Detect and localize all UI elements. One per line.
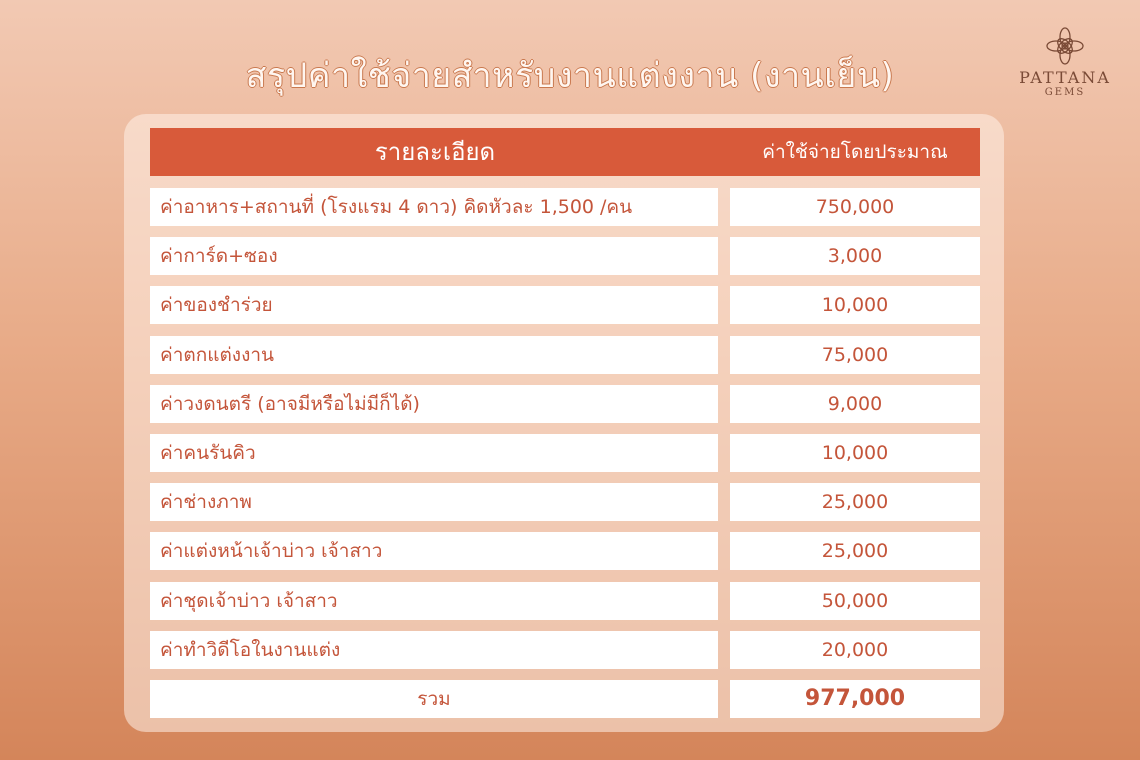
total-value: 977,000 bbox=[730, 680, 980, 718]
table-row bbox=[150, 336, 980, 374]
header-detail: รายละเอียด bbox=[374, 138, 496, 166]
table-row bbox=[150, 434, 980, 472]
table-row bbox=[150, 483, 980, 521]
row-cost: 10,000 bbox=[730, 286, 980, 324]
flower-logo-icon bbox=[1045, 26, 1085, 66]
row-item: ค่าแต่งหน้าเจ้าบ่าว เจ้าสาว bbox=[150, 532, 718, 570]
row-item: ค่าของชำร่วย bbox=[150, 286, 718, 324]
row-cost: 20,000 bbox=[730, 631, 980, 669]
row-item: ค่าอาหาร+สถานที่ (โรงแรม 4 ดาว) คิดหัวละ 1,500 /คน bbox=[150, 188, 718, 226]
row-item: ค่าตกแต่งงาน bbox=[150, 336, 718, 374]
brand-logo bbox=[1010, 26, 1120, 98]
row-item: ค่าการ์ด+ซอง bbox=[150, 237, 718, 275]
row-cost: 25,000 bbox=[730, 532, 980, 570]
total-label: รวม bbox=[150, 680, 718, 718]
row-cost: 9,000 bbox=[730, 385, 980, 423]
table-row bbox=[150, 385, 980, 423]
table-row bbox=[150, 286, 980, 324]
logo-brand-subtitle: GEMS bbox=[1044, 87, 1086, 98]
row-cost: 10,000 bbox=[730, 434, 980, 472]
table-row bbox=[150, 582, 980, 620]
row-cost: 25,000 bbox=[730, 483, 980, 521]
table-row bbox=[150, 237, 980, 275]
row-cost: 75,000 bbox=[730, 336, 980, 374]
table-header bbox=[150, 128, 980, 176]
row-cost: 50,000 bbox=[730, 582, 980, 620]
table-row bbox=[150, 188, 980, 226]
row-cost: 3,000 bbox=[730, 237, 980, 275]
row-item: ค่าช่างภาพ bbox=[150, 483, 718, 521]
logo-brand-name: PATTANA bbox=[1019, 68, 1111, 87]
total-row bbox=[150, 680, 980, 718]
header-cost: ค่าใช้จ่ายโดยประมาณ bbox=[762, 141, 948, 163]
row-cost: 750,000 bbox=[730, 188, 980, 226]
table-row bbox=[150, 631, 980, 669]
row-item: ค่าชุดเจ้าบ่าว เจ้าสาว bbox=[150, 582, 718, 620]
row-item: ค่าคนรันคิว bbox=[150, 434, 718, 472]
page-title: สรุปค่าใช้จ่ายสำหรับงานแต่งงาน (งานเย็น) bbox=[245, 56, 895, 96]
row-item: ค่าวงดนตรี (อาจมีหรือไม่มีก็ได้) bbox=[150, 385, 718, 423]
table-row bbox=[150, 532, 980, 570]
row-item: ค่าทำวิดีโอในงานแต่ง bbox=[150, 631, 718, 669]
